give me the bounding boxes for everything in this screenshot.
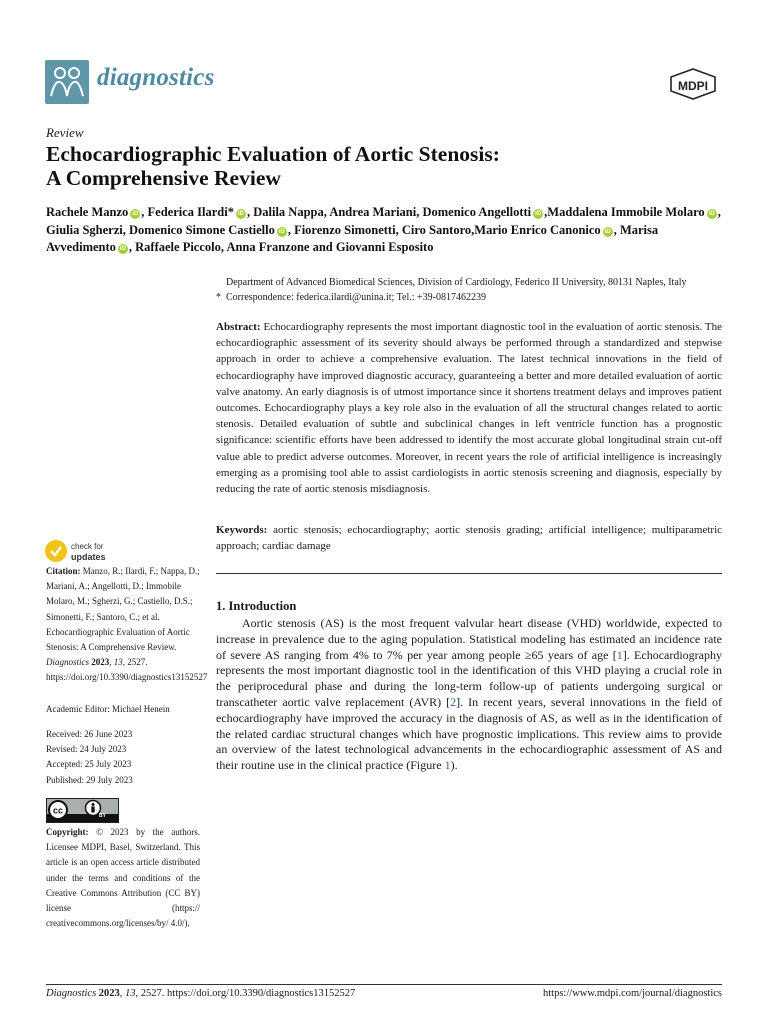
- author-name[interactable]: Anna Franzone: [226, 240, 310, 254]
- author-separator: ,: [395, 222, 402, 237]
- author-name[interactable]: Rachele Manzo: [46, 205, 129, 219]
- check-for-updates-badge[interactable]: [45, 540, 165, 566]
- keywords-label: Keywords:: [216, 524, 268, 536]
- date-accepted: Accepted: 25 July 2023: [46, 759, 132, 770]
- section-divider: [216, 573, 722, 574]
- section-heading-introduction: 1. Introduction: [216, 599, 297, 613]
- author-name[interactable]: Andrea Mariani: [329, 205, 417, 219]
- author-name[interactable]: Domenico Angellotti: [422, 205, 532, 219]
- author-separator: ,: [141, 205, 148, 219]
- author-name[interactable]: Fiorenzo Simonetti: [294, 222, 396, 237]
- updates-line-1: check for: [71, 542, 104, 551]
- footer-doi[interactable]: , 2527. https://doi.org/10.3390/diagnostics13152527: [135, 988, 356, 999]
- abstract-text: Echocardiography represents the most important diagnostic tool in the evaluation of aortic stenosis. The echocardiographic assessment of its severity should always be performed through a standardized and stepwise approach in order to achieve a comprehensive evaluation. The latest technical innovations in the field of echocardiography have improved diagnostic accuracy, guaranteeing a better and more detailed evaluation of aortic valve anatomy. An early diagnosis is of utmost importance since it shortens treatment delays and improves patient outcomes. Echocardiography plays a key role also in the evaluation of all the structural changes related to aortic stenosis. Detailed evaluation of subtle and subclinical changes in left ventricle function has a prognostic significance: scientific efforts have been addressed to identify the most accurate global longitudinal strain cut-off value able to predict adverse outcomes. Moreover, in recent years the role of artificial intelligence is increasingly emerging as a promising tool able to assist cardiologists in aortic stenosis screening and diagnosis, especially by reducing the rate of aortic stenosis misdiagnosis.: [216, 321, 723, 496]
- keywords-text: aortic stenosis; echocardiography; aortic stenosis grading; artificial intelligence; multiparametric approach; cardiac damage: [216, 524, 723, 553]
- author-separator: ,: [471, 222, 475, 237]
- copyright-text: © 2023 by the authors. Licensee MDPI, Basel, Switzerland. This article is an open access article distributed under the terms and conditions of the Creative Commons Attribution (CC BY) license (https:// creativecommons.org/licenses/by/ 4.0/).: [46, 827, 201, 929]
- article-type: Review: [46, 125, 84, 140]
- author-separator: ,: [416, 205, 423, 219]
- affiliation: Department of Advanced Biomedical Sciences, Division of Cardiology, Federico II University, 80131 Naples, Italy: [226, 277, 687, 288]
- title-line-1: Echocardiographic Evaluation of Aortic Stenosis:: [46, 142, 500, 166]
- citation-journal: Diagnostics: [46, 657, 90, 668]
- correspondence: * Correspondence: federica.ilardi@unina.it; Tel.: +39-0817462239: [216, 291, 487, 303]
- journal-name: diagnostics: [97, 64, 215, 91]
- citation-label: Citation:: [46, 566, 81, 576]
- footer-journal: Diagnostics: [46, 988, 97, 999]
- updates-line-2: updates: [71, 552, 106, 562]
- citation: Citation: Manzo, R.; Ilardi, F.; Nappa, D.; Mariani, A.; Angellotti, D.; Immobile Molaro, M.; Sgherzi, G.; Castiello, D.S.; Simonetti, F.; Santoro, C.; et al. Echocardiographic Evaluation of Aortic Stenosis: A Comprehensive Review. Diagnostics 2023, 13, 2527. https://doi.org/10.3390/diagnostics13152527: [46, 566, 208, 683]
- abstract-label: Abstract:: [216, 321, 261, 333]
- footer-divider: [46, 984, 722, 985]
- author-name[interactable]: Giulia Sgherzi: [46, 222, 123, 237]
- author-separator: ,: [122, 222, 129, 237]
- journal-logo-icon: [45, 60, 89, 104]
- cc-by-label: BY: [99, 813, 106, 819]
- reference-link[interactable]: 2: [450, 694, 457, 709]
- footer-journal-url[interactable]: https://www.mdpi.com/journal/diagnostics: [543, 988, 722, 999]
- citation-text: Manzo, R.; Ilardi, F.; Nappa, D.; Mariani, A.; Angellotti, D.; Immobile Molaro, M.; Sgherzi, G.; Castiello, D.S.; Simonetti, F.; Santoro, C.; et al. Echocardiographic Evaluation of Aortic Stenosis: A Comprehensive Review.: [46, 566, 200, 653]
- date-received: Received: 26 June 2023: [46, 729, 133, 739]
- footer-citation: Diagnostics 2023, 13, 2527. https://doi.org/10.3390/diagnostics13152527: [46, 988, 356, 999]
- orcid-icon[interactable]: iD: [237, 211, 244, 217]
- title-line-2: A Comprehensive Review: [46, 166, 281, 190]
- check-updates-icon: [45, 540, 67, 562]
- svg-text:cc: cc: [52, 805, 64, 816]
- author-name[interactable]: Domenico Simone Castiello: [129, 222, 275, 237]
- author-name[interactable]: Ciro Santoro: [401, 222, 472, 237]
- cc-by-license-badge[interactable]: [46, 798, 119, 823]
- orcid-icon[interactable]: iD: [604, 228, 611, 235]
- author-separator: ,: [613, 222, 620, 237]
- affiliation-block: [216, 276, 726, 305]
- citation-year: 2023: [91, 657, 110, 668]
- footer-year: 2023: [98, 988, 120, 999]
- author-name[interactable]: Dalila Nappa: [253, 205, 324, 219]
- intro-text: ]. In recent years, several innovations in the field of echocardiography have improved the accuracy in the diagnosis of AS, as well as in the identification of the related cardiac structural changes which have prognostic implications. This review aims to provide an overview of the latest technological advancements in the echocardiographic assessment of AS and their routine use in the clinical practice (Figure: [216, 694, 722, 773]
- author-separator: ,: [323, 205, 330, 219]
- author-separator: ,: [717, 205, 721, 219]
- author-separator: ,: [128, 240, 136, 254]
- author-name[interactable]: Raffaele Piccolo: [135, 240, 221, 254]
- footer-volume: 13: [125, 988, 136, 999]
- copyright-notice: [46, 825, 200, 931]
- author-separator: ,: [287, 222, 295, 237]
- orcid-icon[interactable]: iD: [132, 211, 139, 217]
- citation-doi[interactable]: , 2527. https://doi.org/10.3390/diagnostics13152527: [46, 657, 208, 683]
- publication-dates: [46, 727, 200, 788]
- author-name[interactable]: Mario Enrico Canonico: [474, 222, 601, 237]
- keywords: [216, 522, 722, 554]
- author-separator: ,: [246, 205, 254, 219]
- orcid-icon[interactable]: iD: [278, 228, 285, 235]
- author-list: [46, 204, 726, 257]
- author-name[interactable]: Maddalena Immobile Molaro: [547, 205, 705, 219]
- corresponding-author-marker: *: [227, 205, 234, 219]
- date-published: Published: 29 July 2023: [46, 774, 133, 785]
- author-separator: and: [309, 240, 336, 254]
- orcid-icon[interactable]: iD: [119, 246, 126, 252]
- author-separator: ,: [544, 205, 548, 219]
- abstract: [216, 319, 722, 497]
- author-separator: ,: [220, 240, 227, 254]
- author-name[interactable]: Marisa Avvedimento: [46, 222, 659, 254]
- date-revised: Revised: 24 July 2023: [46, 744, 127, 755]
- publisher-logo[interactable]: [668, 68, 718, 100]
- reference-link[interactable]: 1: [444, 758, 451, 773]
- orcid-icon[interactable]: iD: [535, 211, 542, 217]
- author-name[interactable]: Giovanni Esposito: [335, 240, 434, 254]
- orcid-icon[interactable]: iD: [708, 211, 715, 217]
- article-title: [46, 142, 686, 190]
- copyright-label: Copyright:: [46, 827, 89, 837]
- intro-text: ).: [450, 758, 458, 773]
- introduction-paragraph: [216, 616, 722, 774]
- intro-text: ]. Echocardiography represents the most important diagnostic tool in the identification of this VHD playing a crucial role in the periprocedural phase and during the long-term follow-up of patients undergoing surgical or transcatheter aortic valve replacement (AVR) [: [216, 647, 722, 709]
- academic-editor: Academic Editor: Michael Henein: [46, 704, 170, 714]
- reference-link[interactable]: 1: [616, 647, 623, 662]
- intro-text: Aortic stenosis (AS) is the most frequent valvular heart disease (VHD) worldwide, expected to increase in prevalence due to the aging population. Statistical modeling has estimated an incidence rate of severe AS ranging from 4% to 7% per year among people ≥65 years of age [: [216, 616, 722, 662]
- publisher-label: MDPI: [678, 79, 708, 93]
- author-name[interactable]: Federica Ilardi: [147, 205, 228, 219]
- citation-volume: 13: [113, 657, 123, 668]
